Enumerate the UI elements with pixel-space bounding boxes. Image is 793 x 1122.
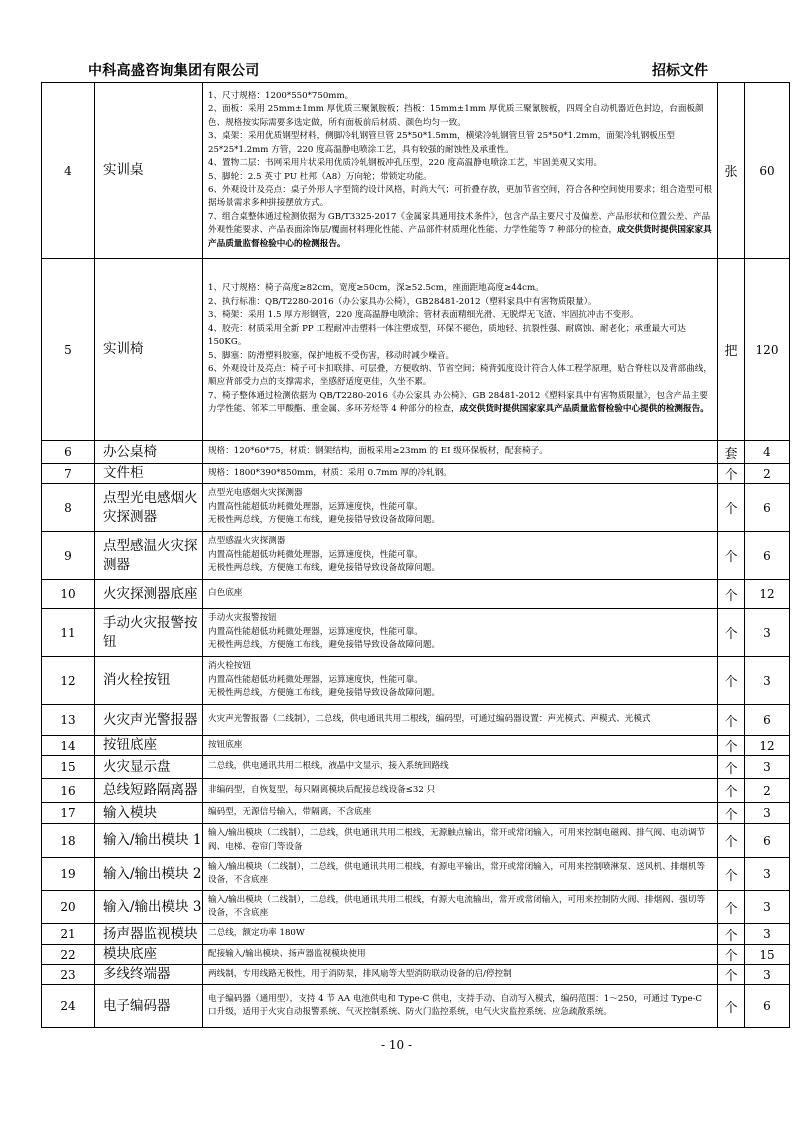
item-specification <box>203 441 718 464</box>
item-unit: 个 <box>718 824 745 858</box>
spec-line: 输入/输出模块（二线制），二总线，供电通讯共用二根线，有源电平输出，常开或常闭输入，可用来控制喷淋泵、送风机、排烟机等设备，不含底座 <box>208 861 706 885</box>
item-quantity: 6 <box>745 532 790 580</box>
item-specification <box>203 858 718 891</box>
table-row <box>42 891 790 924</box>
item-quantity: 4 <box>745 441 790 464</box>
item-quantity: 60 <box>745 83 790 259</box>
spec-line: 内置高性能超低功耗微处理器，运算速度快，性能可靠。 <box>208 501 423 512</box>
item-number: 24 <box>42 985 95 1028</box>
item-specification <box>203 985 718 1028</box>
spec-line: 2、执行标准：QB/T2280-2016（办公家具办公椅），GB28481-2012（塑料家具中有害物质限量）。 <box>208 296 597 307</box>
item-quantity: 2 <box>745 464 790 484</box>
company-name: 中科高盛咨询集团有限公司 <box>88 63 260 79</box>
table-row <box>42 803 790 824</box>
item-name: 办公桌椅 <box>95 441 203 464</box>
spec-line: 4、胶壳：材质采用全新 PP 工程耐冲击塑料一体注塑成型，环保不褪色，质地轻、抗裂性强、耐腐蚀、耐老化；承重最大可达 150KG。 <box>208 323 686 348</box>
item-quantity: 3 <box>745 858 790 891</box>
item-quantity: 6 <box>745 824 790 858</box>
spec-line: 3、椅架：采用 1.5 厚方形钢管，220 度高温静电喷涂；管材表面精细光滑、无脱焊无飞渣、牢固抗冲击不变形。 <box>208 310 639 321</box>
spec-inspection-text: 7、组合桌整体通过检测依据为 GB/T3325-2017《金属家具通用技术条件》，包含产品主要尺寸及偏差、产品形状和位置公差、产品外观性能要求、产品表面涂饰层/覆面材料理化性能、产品部件材质理化性能、力学性能等 7 种部分的检查， <box>208 211 711 236</box>
item-unit: 个 <box>718 464 745 484</box>
item-unit: 张 <box>718 83 745 259</box>
item-specification <box>203 580 718 609</box>
document-type: 招标文件 <box>652 63 708 79</box>
item-number: 22 <box>42 945 95 965</box>
item-specification <box>203 824 718 858</box>
item-specification <box>203 945 718 965</box>
table-row <box>42 609 790 657</box>
item-name: 输入/输出模块 3 <box>95 891 203 924</box>
item-unit: 个 <box>718 532 745 580</box>
item-name: 输入/输出模块 2 <box>95 858 203 891</box>
item-name: 火灾显示盘 <box>95 756 203 779</box>
item-name: 多线终端器 <box>95 965 203 985</box>
item-specification <box>203 484 718 532</box>
item-specification <box>203 609 718 657</box>
item-unit: 个 <box>718 580 745 609</box>
item-quantity: 3 <box>745 924 790 945</box>
spec-line: 编码型，无源信号输入，带隔离，不含底座 <box>208 807 372 818</box>
spec-line: 内置高性能超低功耗微处理器，运算速度快，性能可靠。 <box>208 674 423 685</box>
item-number: 21 <box>42 924 95 945</box>
spec-line: 内置高性能超低功耗微处理器，运算速度快，性能可靠。 <box>208 626 423 637</box>
item-specification <box>203 803 718 824</box>
item-quantity: 120 <box>745 259 790 441</box>
procurement-items-table <box>41 82 790 1028</box>
spec-report-requirement: 成交供货时提供国家家具产品质量监督检验中心提供的检测报告。 <box>459 404 709 415</box>
item-name: 总线短路隔离器 <box>95 779 203 803</box>
item-number: 14 <box>42 736 95 756</box>
spec-line: 电子编码器（通用型），支持 4 节 AA 电池供电和 Type-C 供电，支持手动、自动写入模式，编码范围：1～250，可通过 Type-C 口升级，适用于火灾自动报警系统、气灭控制系统、防火门监控系统，电气火灾监控系统、应急疏散系统。 <box>208 993 703 1017</box>
item-number: 15 <box>42 756 95 779</box>
spec-line: 5、脚塞：防滑塑料胶塞，保护地板不受伤害，移动时减少噪音。 <box>208 350 455 361</box>
item-name: 手动火灾报警按钮 <box>95 609 203 657</box>
spec-line: 无极性两总线，方便施工布线，避免接错导致设备故障问题。 <box>208 515 441 526</box>
item-number: 16 <box>42 779 95 803</box>
item-number: 23 <box>42 965 95 985</box>
spec-line: 1、尺寸规格：椅子高度≥82cm，宽度≥50cm，深≥52.5cm，座面距地高度≥44cm。 <box>208 283 544 294</box>
table-row <box>42 756 790 779</box>
spec-line-inspection <box>208 211 713 251</box>
item-unit: 个 <box>718 891 745 924</box>
item-quantity: 3 <box>745 965 790 985</box>
spec-line: 消火栓按钮 <box>208 661 251 672</box>
item-quantity: 6 <box>745 484 790 532</box>
item-number: 10 <box>42 580 95 609</box>
spec-line: 规格：120*60*75，材质：钢架结构，面板采用≥23mm 的 EI 级环保板材，配套椅子。 <box>208 446 548 457</box>
item-unit: 个 <box>718 484 745 532</box>
item-unit: 个 <box>718 985 745 1028</box>
spec-line: 3、桌架：采用优质钢型材料，侧脚冷轧钢管旦管 25*50*1.5mm，横梁冷轧钢管旦管 25*50*1.2mm，面架冷轧钢板压型 25*25*1.2mm 方管，220 度高温静电喷涂工艺，具有较强的耐蚀性及承重性。 <box>208 131 675 155</box>
item-number: 5 <box>42 259 95 441</box>
item-name: 实训桌 <box>95 83 203 259</box>
spec-line: 6、外观设计及亮点：桌子外形人字型简约设计风格，时尚大气；可折叠存放，更加节省空间，符合各种空间使用要求；组合造型可根据场景需求多种拼接摆放方式。 <box>208 184 712 209</box>
item-specification <box>203 705 718 736</box>
item-quantity: 12 <box>745 580 790 609</box>
item-name: 实训椅 <box>95 259 203 441</box>
spec-line: 内置高性能超低功耗微处理器，运算速度快，性能可靠。 <box>208 549 423 560</box>
spec-line: 无极性两总线，方便施工布线，避免接错导致设备故障问题。 <box>208 688 441 699</box>
item-name: 点型光电感烟火灾探测器 <box>95 484 203 532</box>
item-name: 输入模块 <box>95 803 203 824</box>
table-row <box>42 705 790 736</box>
spec-line: 二总线，供电通讯共用二根线，液晶中文显示，接入系统回路线 <box>208 761 449 772</box>
spec-report-requirement: 成交供货时提供国家家具产品质量监督检验中心的检测报告。 <box>208 225 712 249</box>
spec-line: 配接输入/输出模块、扬声器监视模块使用 <box>208 948 366 959</box>
item-specification <box>203 965 718 985</box>
item-name: 火灾探测器底座 <box>95 580 203 609</box>
item-name: 点型感温火灾探测器 <box>95 532 203 580</box>
item-number: 9 <box>42 532 95 580</box>
spec-line: 规格：1800*390*850mm，材质：采用 0.7mm 厚的冷轧钢。 <box>208 467 452 478</box>
table-row <box>42 985 790 1028</box>
item-name: 电子编码器 <box>95 985 203 1028</box>
item-unit: 个 <box>718 803 745 824</box>
spec-line: 输入/输出模块（二线制），二总线，供电通讯共用二根线，无源触点输出，常开或常闭输入，可用来控制电磁阀、排气阀、电动调节阀、电梯、卷帘门等设备 <box>208 828 706 852</box>
table-row <box>42 924 790 945</box>
spec-line: 输入/输出模块（二线制），二总线，供电通讯共用二根线，有源大电流输出，常开或常闭输入，可用来控制防火阀、排烟阀、强切等设备，不含底座 <box>208 894 706 918</box>
item-unit: 个 <box>718 736 745 756</box>
item-unit: 个 <box>718 657 745 705</box>
spec-line: 手动火灾报警按钮 <box>208 613 277 624</box>
table-row <box>42 965 790 985</box>
spec-line: 无极性两总线，方便施工布线，避免接错导致设备故障问题。 <box>208 640 441 651</box>
table-row <box>42 532 790 580</box>
spec-line: 点型感温火灾探测器 <box>208 536 286 547</box>
item-number: 8 <box>42 484 95 532</box>
item-quantity: 6 <box>745 985 790 1028</box>
table-row <box>42 824 790 858</box>
spec-line-inspection <box>208 390 713 417</box>
item-name: 文件柜 <box>95 464 203 484</box>
item-unit: 个 <box>718 705 745 736</box>
spec-line: 4、置物二层：书网采用片状采用优质冷轧钢板冲孔压型，220 度高温静电喷涂工艺，牢固美观又实用。 <box>208 158 603 169</box>
item-unit: 个 <box>718 858 745 891</box>
spec-line: 点型光电感烟火灾探测器 <box>208 488 303 499</box>
table-row <box>42 464 790 484</box>
table-row <box>42 779 790 803</box>
item-unit: 把 <box>718 259 745 441</box>
spec-line: 6、外观设计及亮点：椅子可卡扣联排、可层叠，方便收纳、节省空间；椅背弧度设计符合人体工程学原理，贴合脊柱以及背部曲线，顺应背部受力点的支撑需求，坐感舒适度更佳，久坐不累。 <box>208 363 712 388</box>
table-row <box>42 945 790 965</box>
item-number: 20 <box>42 891 95 924</box>
item-name: 扬声器监视模块 <box>95 924 203 945</box>
spec-line: 按钮底座 <box>208 739 243 750</box>
spec-line: 1、尺寸规格：1200*550*750mm。 <box>208 91 354 102</box>
table-row <box>42 736 790 756</box>
spec-line: 火灾声光警报器（二线制），二总线，供电通讯共用二根线，编码型，可通过编码器设置：声光模式、声模式、光模式 <box>208 714 651 725</box>
item-name: 消火栓按钮 <box>95 657 203 705</box>
table-row <box>42 441 790 464</box>
item-quantity: 2 <box>745 779 790 803</box>
spec-line: 非编码型，自恢复型，每只隔离模块后配接总线设备≤32 只 <box>208 784 436 795</box>
item-unit: 个 <box>718 924 745 945</box>
item-specification <box>203 736 718 756</box>
item-unit: 个 <box>718 756 745 779</box>
item-quantity: 6 <box>745 705 790 736</box>
item-specification <box>203 83 718 259</box>
spec-line: 5、脚轮：2.5 英寸 PU 杜邦（A8）万向轮；带锁定功能。 <box>208 171 432 182</box>
table-row <box>42 580 790 609</box>
item-number: 11 <box>42 609 95 657</box>
item-specification <box>203 924 718 945</box>
item-unit: 个 <box>718 779 745 803</box>
item-unit: 个 <box>718 945 745 965</box>
item-number: 13 <box>42 705 95 736</box>
item-name: 模块底座 <box>95 945 203 965</box>
item-quantity: 3 <box>745 891 790 924</box>
item-unit: 个 <box>718 609 745 657</box>
item-unit: 个 <box>718 965 745 985</box>
item-specification <box>203 657 718 705</box>
table-row <box>42 259 790 441</box>
item-quantity: 15 <box>745 945 790 965</box>
item-number: 17 <box>42 803 95 824</box>
item-number: 18 <box>42 824 95 858</box>
item-quantity: 12 <box>745 736 790 756</box>
item-quantity: 3 <box>745 803 790 824</box>
item-quantity: 3 <box>745 609 790 657</box>
item-specification <box>203 259 718 441</box>
item-number: 19 <box>42 858 95 891</box>
item-specification <box>203 464 718 484</box>
item-name: 火灾声光警报器 <box>95 705 203 736</box>
item-specification <box>203 532 718 580</box>
item-name: 按钮底座 <box>95 736 203 756</box>
spec-inspection-text: 7、椅子整体通过检测依据为 QB/T2280-2016《办公家具 办公椅》、GB 28481-2012《塑料家具中有害物质限量》，包含产品主要力学性能、邻苯二甲酸酯、重金属、多环芳烃等 4 种部分的检查， <box>208 390 708 415</box>
spec-line: 二总线，额定功率 180W <box>208 928 305 939</box>
item-number: 12 <box>42 657 95 705</box>
table-row <box>42 657 790 705</box>
item-specification <box>203 756 718 779</box>
item-number: 6 <box>42 441 95 464</box>
item-name: 输入/输出模块 1 <box>95 824 203 858</box>
item-quantity: 3 <box>745 756 790 779</box>
page-number: - 10 - <box>380 1038 412 1052</box>
item-quantity: 3 <box>745 657 790 705</box>
page-header <box>88 60 708 82</box>
item-number: 4 <box>42 83 95 259</box>
table-row <box>42 858 790 891</box>
item-specification <box>203 891 718 924</box>
spec-line: 无极性两总线，方便施工布线，避免接错导致设备故障问题。 <box>208 563 441 574</box>
item-number: 7 <box>42 464 95 484</box>
item-unit: 套 <box>718 441 745 464</box>
spec-line: 白色底座 <box>208 588 243 599</box>
table-body <box>42 83 790 1028</box>
table-row <box>42 83 790 259</box>
table-row <box>42 484 790 532</box>
spec-line: 两线制，专用线路无极性，用于消防泵，排风扇等大型消防联动设备的启/停控制 <box>208 968 512 979</box>
spec-line: 2、面板：采用 25mm±1mm 厚优质三聚氰胺板；挡板：15mm±1mm 厚优质三聚氰胺板，四周全自动机器近色封边，台面板颜色、规格按实际需要多选定做，所有面板前后材质、颜色均匀一致。 <box>208 104 704 128</box>
item-specification <box>203 779 718 803</box>
